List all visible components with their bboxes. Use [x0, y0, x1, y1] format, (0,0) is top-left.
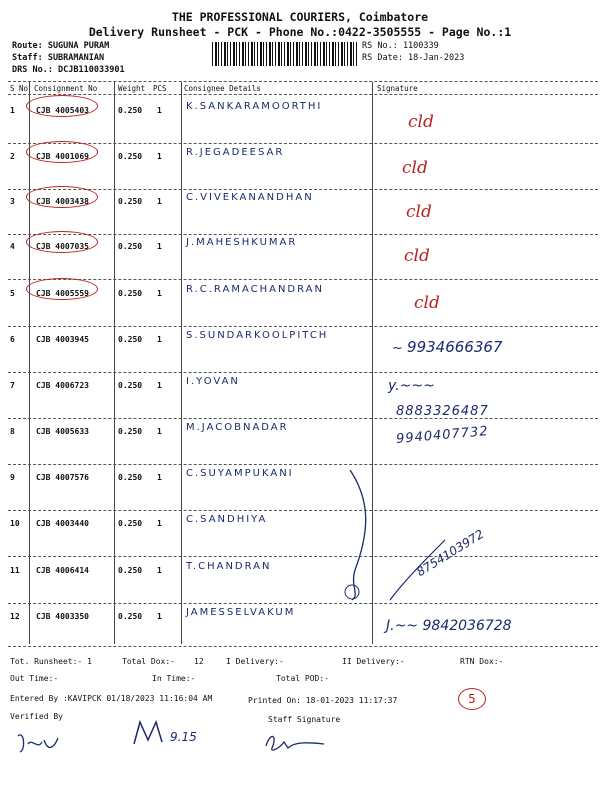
- circled-count: 5: [458, 688, 486, 710]
- table-row: [0, 284, 600, 335]
- row-weight: 0.250: [118, 519, 143, 528]
- signature-phone: ~ 9934666367: [392, 338, 503, 356]
- signature-cld: cld: [414, 293, 440, 313]
- signature-cld: cld: [406, 202, 432, 222]
- entered-by: Entered By :KAVIPCK 01/18/2023 11:16:04 AM: [10, 694, 213, 703]
- col-header-consignee: Consignee Details: [184, 84, 261, 93]
- row-weight: 0.250: [118, 242, 143, 251]
- consignment-circle-mark: [26, 231, 98, 253]
- total-dox-value: 12: [194, 657, 204, 666]
- document-title: THE PROFESSIONAL COURIERS, Coimbatore: [171, 10, 429, 24]
- row-weight: 0.250: [118, 152, 143, 161]
- row-sno: 11: [10, 566, 20, 575]
- row-divider: [8, 464, 598, 465]
- row-pcs: 1: [157, 566, 162, 575]
- row-consignee: C.SUYAMPUKANI: [186, 468, 294, 479]
- row-consignee: M.JACOBNADAR: [186, 422, 289, 433]
- row-consignee: R.JEGADEESAR: [186, 147, 285, 158]
- row-sno: 4: [10, 242, 15, 251]
- consignment-circle-mark: [26, 95, 98, 117]
- row-weight: 0.250: [118, 427, 143, 436]
- row-divider: [8, 326, 598, 327]
- row-consignee: J.MAHESHKUMAR: [186, 237, 298, 248]
- row-weight: 0.250: [118, 106, 143, 115]
- row-divider: [8, 418, 598, 419]
- printed-on: Printed On: 18-01-2023 11:17:37: [248, 696, 398, 705]
- row-sno: 9: [10, 473, 15, 482]
- row-pcs: 1: [157, 427, 162, 436]
- row-consignee: T.CHANDRAN: [186, 561, 272, 572]
- row-consignment-no: CJB 4007576: [36, 473, 89, 482]
- row-sno: 6: [10, 335, 15, 344]
- phone-number: 9842036728: [422, 618, 512, 634]
- row-consignment-no: CJB 4001069: [36, 152, 89, 161]
- i-delivery: I Delivery:-: [226, 657, 284, 666]
- row-weight: 0.250: [118, 335, 143, 344]
- staff-signature: [262, 730, 332, 754]
- document-subtitle: Delivery Runsheet - PCK - Phone No.:0422-3505555 - Page No.:1: [88, 25, 512, 39]
- row-pcs: 1: [157, 473, 162, 482]
- row-divider: [8, 279, 598, 280]
- signature-cld: cld: [402, 158, 428, 178]
- row-consignment-no: CJB 4003945: [36, 335, 89, 344]
- barcode: [212, 42, 357, 66]
- table-row: [0, 514, 600, 565]
- row-sno: 7: [10, 381, 15, 390]
- table-row: [0, 376, 600, 427]
- row-pcs: 1: [157, 335, 162, 344]
- row-sno: 2: [10, 152, 15, 161]
- row-consignment-no: CJB 4005559: [36, 289, 89, 298]
- table-header-rule: [8, 94, 598, 95]
- row-divider: [8, 143, 598, 144]
- row-consignee: C.VIVEKANANDHAN: [186, 192, 314, 203]
- route-label: Route: SUGUNA PURAM: [12, 41, 110, 51]
- row-pcs: 1: [157, 197, 162, 206]
- row-consignment-no: CJB 4003440: [36, 519, 89, 528]
- row-divider: [8, 556, 598, 557]
- row-sno: 12: [10, 612, 20, 621]
- phone-number: 9940407732: [395, 423, 490, 448]
- table-row: [0, 561, 600, 612]
- table-row: [0, 468, 600, 519]
- row-consignment-no: CJB 4006723: [36, 381, 89, 390]
- row-pcs: 1: [157, 242, 162, 251]
- col-header-sno: S No: [10, 84, 29, 93]
- bracket-scribble: [330, 470, 450, 610]
- row-consignee: K.SANKARAMOORTHI: [186, 101, 323, 112]
- row-weight: 0.250: [118, 289, 143, 298]
- col-header-signature: Signature: [377, 84, 418, 93]
- footer-rule: [8, 646, 598, 647]
- row-sno: 5: [10, 289, 15, 298]
- row-weight: 0.250: [118, 381, 143, 390]
- in-time: In Time:-: [152, 674, 196, 683]
- row-sno: 3: [10, 197, 15, 206]
- row-weight: 0.250: [118, 566, 143, 575]
- row-consignment-no: CJB 4003438: [36, 197, 89, 206]
- row-divider: [8, 603, 598, 604]
- verifier-signature: [14, 728, 64, 758]
- signature-cld: cld: [408, 112, 434, 132]
- phone-number: 8883326487: [396, 404, 489, 419]
- verify-time: 9.15: [170, 730, 197, 744]
- row-consignee: R.C.RAMACHANDRAN: [186, 284, 324, 295]
- row-pcs: 1: [157, 152, 162, 161]
- rs-date: RS Date: 18-Jan-2023: [362, 53, 465, 63]
- row-divider: [8, 510, 598, 511]
- row-sno: 10: [10, 519, 20, 528]
- row-pcs: 1: [157, 519, 162, 528]
- row-weight: 0.250: [118, 612, 143, 621]
- row-consignee: S.SUNDARKOOLPITCH: [186, 330, 329, 341]
- row-sno: 8: [10, 427, 15, 436]
- row-sno: 1: [10, 106, 15, 115]
- row-consignee: JAMESSELVAKUM: [186, 607, 296, 618]
- row-consignment-no: CJB 4005403: [36, 106, 89, 115]
- row-weight: 0.250: [118, 197, 143, 206]
- rs-number: RS No.: 1100339: [362, 41, 439, 51]
- col-header-weight: Weight: [118, 84, 146, 93]
- staff-signature-label: Staff Signature: [268, 715, 341, 724]
- row-pcs: 1: [157, 106, 162, 115]
- table-top-rule: [8, 81, 598, 82]
- ii-delivery: II Delivery:-: [342, 657, 405, 666]
- row-consignment-no: CJB 4005633: [36, 427, 89, 436]
- col-header-pcs: PCS: [153, 84, 167, 93]
- out-time: Out Time:-: [10, 674, 59, 683]
- consignment-circle-mark: [26, 141, 98, 163]
- staff-label: Staff: SUBRAMANIAN: [12, 53, 105, 63]
- tot-runsheet: Tot. Runsheet:- 1: [10, 657, 92, 666]
- row-weight: 0.250: [118, 473, 143, 482]
- total-dox-label: Total Dox:-: [122, 657, 175, 666]
- phone-number: 8754103972: [414, 526, 487, 580]
- row-divider: [8, 372, 598, 373]
- row-divider: [8, 234, 598, 235]
- rtn-dox: RTN Dox:-: [460, 657, 504, 666]
- total-pod: Total POD:-: [276, 674, 329, 683]
- drs-number: DRS No.: DCJB110033901: [12, 65, 125, 75]
- signature-mark: y.~~~: [388, 378, 435, 394]
- signature-cld: cld: [404, 246, 430, 266]
- consignment-circle-mark: [26, 186, 98, 208]
- row-pcs: 1: [157, 289, 162, 298]
- row-divider: [8, 189, 598, 190]
- row-consignment-no: CJB 4003350: [36, 612, 89, 621]
- row-consignee: I.YOVAN: [186, 376, 240, 387]
- row-consignment-no: CJB 4007035: [36, 242, 89, 251]
- row-consignment-no: CJB 4006414: [36, 566, 89, 575]
- phone-number: 9934666367: [407, 338, 503, 356]
- verified-by: Verified By: [10, 712, 63, 721]
- row-pcs: 1: [157, 381, 162, 390]
- table-row: [0, 330, 600, 381]
- signature-phone: J.~~ 9842036728: [386, 618, 512, 634]
- table-row: [0, 422, 600, 473]
- row-pcs: 1: [157, 612, 162, 621]
- consignment-circle-mark: [26, 278, 98, 300]
- col-header-consignment: Consignment No: [34, 84, 98, 93]
- row-consignee: C.SANDHIYA: [186, 514, 268, 525]
